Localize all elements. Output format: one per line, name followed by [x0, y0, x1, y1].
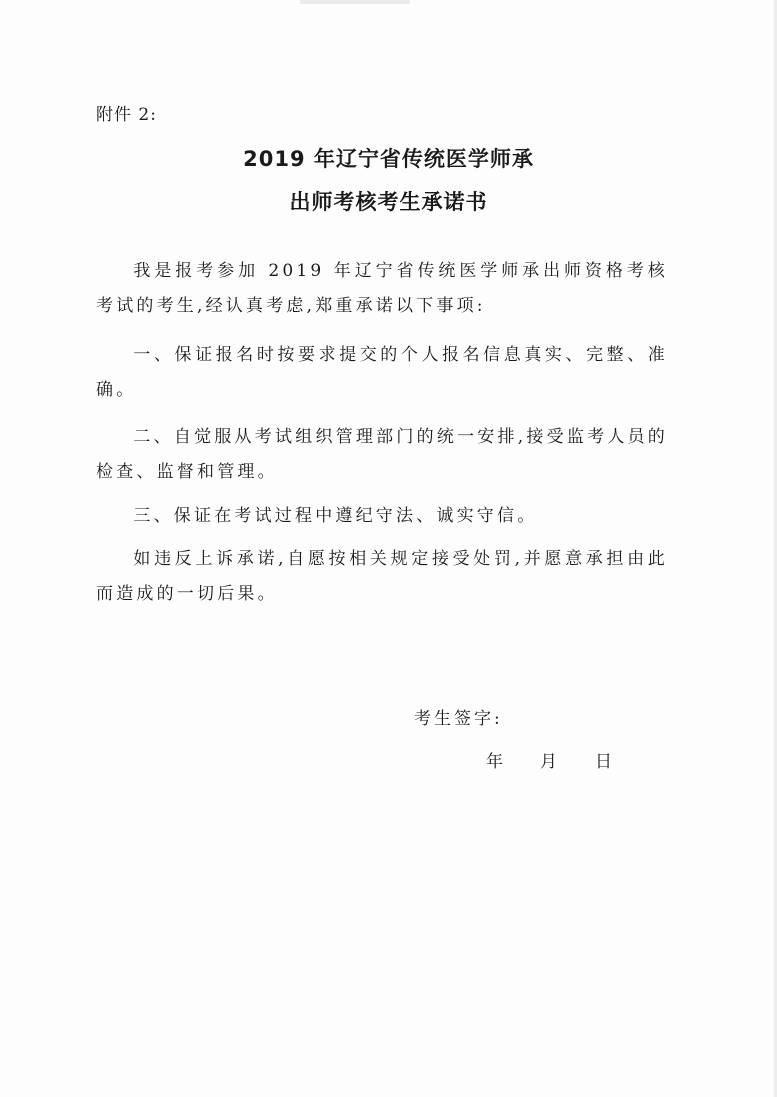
date-year-label: 年	[486, 752, 503, 772]
paragraph-item-1: 一、保证报名时按要求提交的个人报名信息真实、完整、准确。	[96, 345, 668, 400]
paragraph-item-3: 三、保证在考试过程中遵纪守法、诚实守信。	[133, 506, 538, 526]
document-title-line-2: 出师考核考生承诺书	[289, 190, 488, 214]
signature-label: 考生签字:	[414, 709, 503, 729]
attachment-label: 附件 2:	[96, 105, 157, 125]
date-month-label: 月	[540, 752, 557, 772]
scan-artifact-top	[300, 0, 410, 4]
date-line	[486, 747, 612, 772]
document-title-line-1: 2019 年辽宁省传统医学师承	[243, 147, 534, 171]
paragraph-intro: 我是报考参加 2019 年辽宁省传统医学师承出师资格考核考试的考生,经认真考虑,郑重承诺以下事项:	[96, 261, 668, 316]
date-day-label: 日	[595, 752, 612, 772]
paragraph-item-2: 二、自觉服从考试组织管理部门的统一安排,接受监考人员的检查、监督和管理。	[96, 427, 668, 482]
paragraph-consequence: 如违反上诉承诺,自愿按相关规定接受处罚,并愿意承担由此而造成的一切后果。	[96, 549, 668, 604]
